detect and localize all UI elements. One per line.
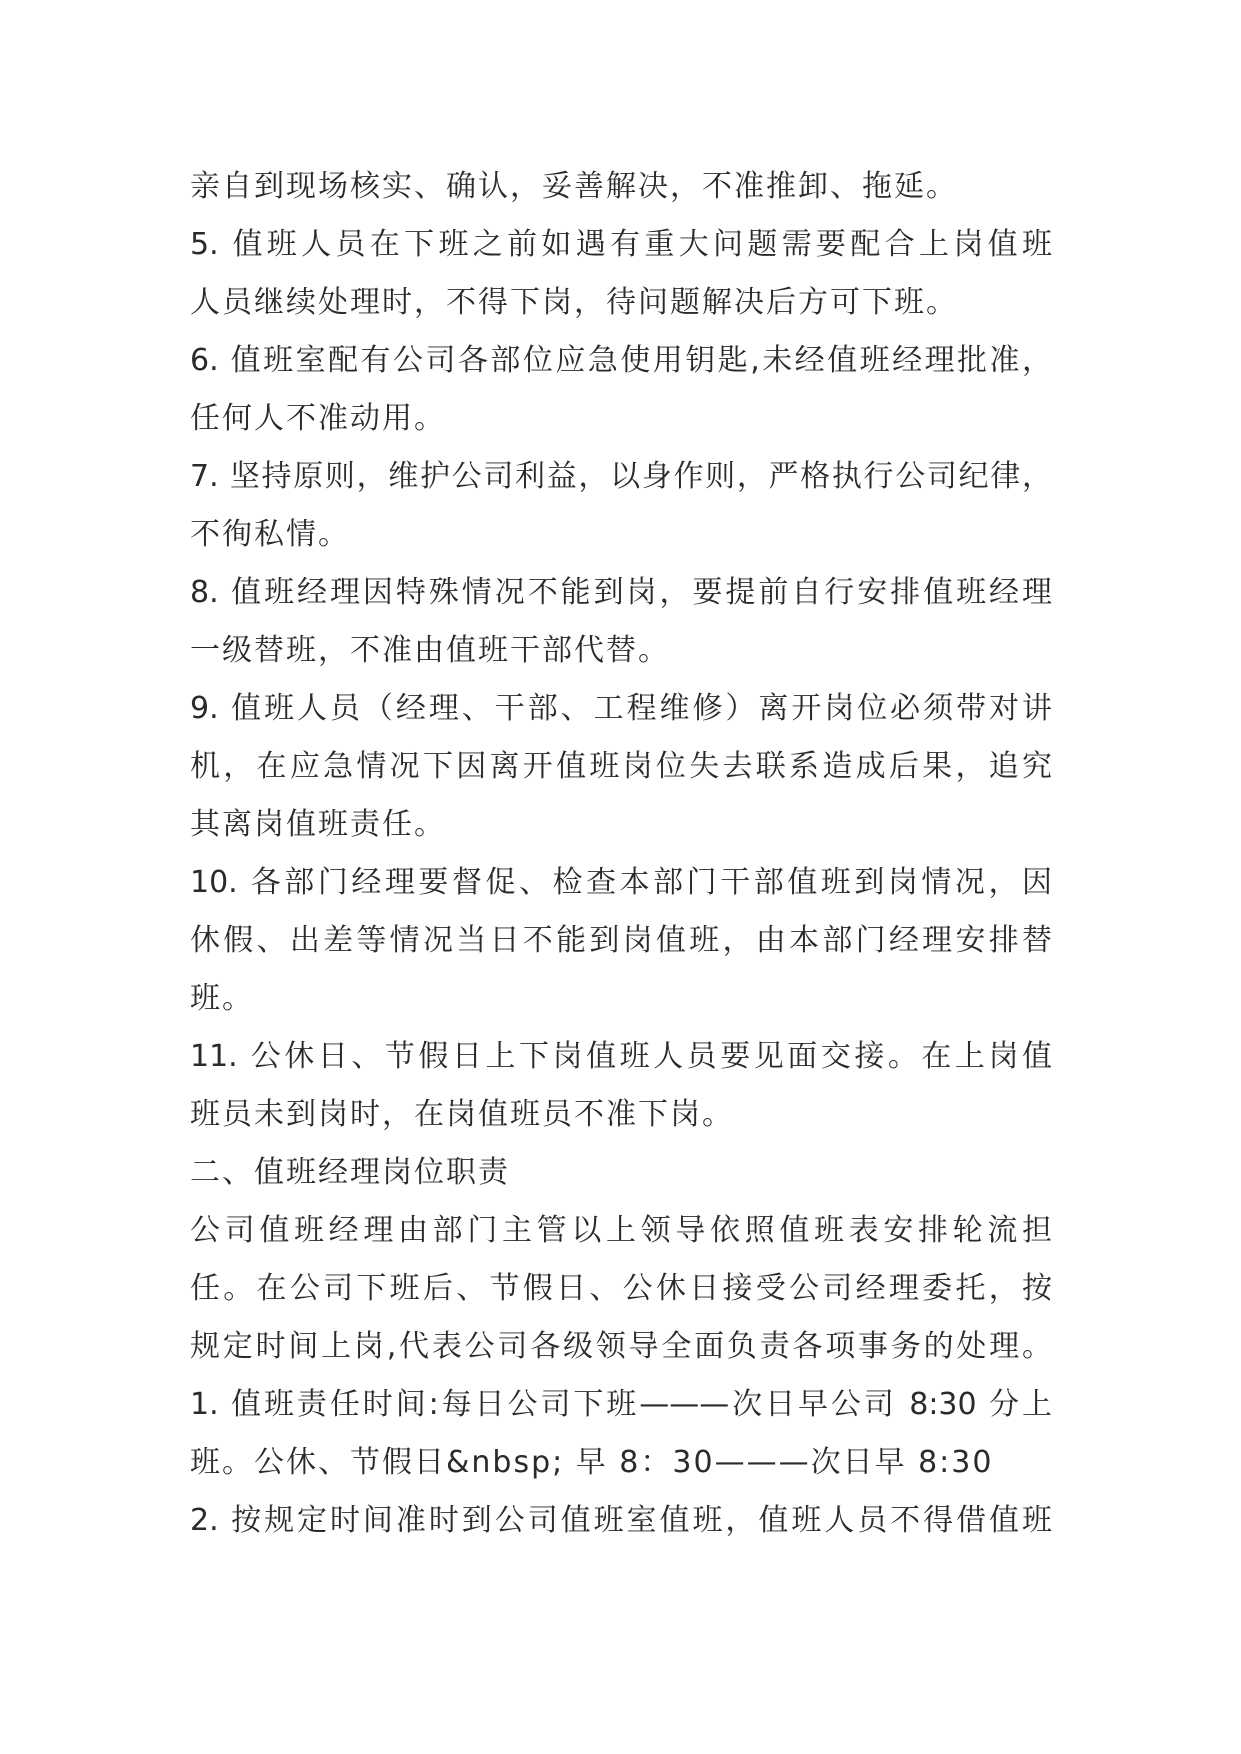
text-line: 其离岗值班责任。	[190, 807, 446, 842]
text-line: 5. 值班人员在下班之前如遇有重大问题需要配合上岗值班	[190, 227, 1052, 262]
text-line: 规定时间上岗,代表公司各级领导全面负责各项事务的处理。	[190, 1329, 1052, 1364]
text-line: 亲自到现场核实、确认，妥善解决，不准推卸、拖延。	[190, 169, 958, 204]
text-line: 6. 值班室配有公司各部位应急使用钥匙,未经值班经理批准，	[190, 343, 1052, 378]
text-line: 一级替班，不准由值班干部代替。	[190, 633, 670, 668]
text-line: 机，在应急情况下因离开值班岗位失去联系造成后果，追究	[190, 749, 1052, 784]
document-body	[190, 158, 1052, 1550]
text-line: 任何人不准动用。	[190, 401, 446, 436]
text-line: 11. 公休日、节假日上下岗值班人员要见面交接。在上岗值	[190, 1039, 1052, 1074]
text-line: 班。公休、节假日&nbsp; 早 8：30———次日早 8:30	[190, 1445, 994, 1480]
text-line: 人员继续处理时，不得下岗，待问题解决后方可下班。	[190, 285, 958, 320]
text-line: 1. 值班责任时间:每日公司下班———次日早公司 8:30 分上	[190, 1387, 1052, 1422]
text-line: 9. 值班人员（经理、干部、工程维修）离开岗位必须带对讲	[190, 691, 1052, 726]
text-line: 班员未到岗时，在岗值班员不准下岗。	[190, 1097, 734, 1132]
text-line: 10. 各部门经理要督促、检查本部门干部值班到岗情况，因	[190, 865, 1052, 900]
text-line: 8. 值班经理因特殊情况不能到岗，要提前自行安排值班经理	[190, 575, 1052, 610]
text-line: 公司值班经理由部门主管以上领导依照值班表安排轮流担	[190, 1213, 1052, 1248]
text-line: 二、值班经理岗位职责	[190, 1155, 510, 1190]
text-line: 任。在公司下班后、节假日、公休日接受公司经理委托，按	[190, 1271, 1052, 1306]
text-line: 不徇私情。	[190, 517, 350, 552]
text-line: 7. 坚持原则，维护公司利益，以身作则，严格执行公司纪律，	[190, 459, 1052, 494]
text-line: 2. 按规定时间准时到公司值班室值班，值班人员不得借值班	[190, 1503, 1052, 1538]
text-line: 班。	[190, 981, 254, 1016]
text-line: 休假、出差等情况当日不能到岗值班，由本部门经理安排替	[190, 923, 1052, 958]
